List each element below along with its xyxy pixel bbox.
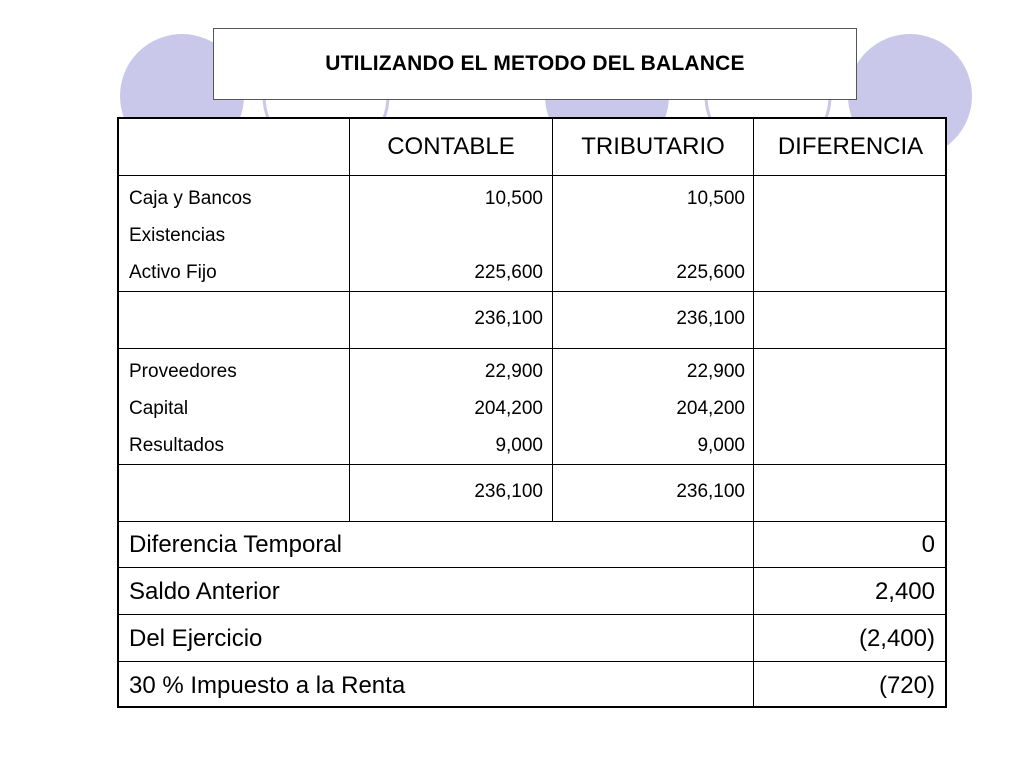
header-cell-empty bbox=[119, 119, 349, 175]
asset-contable-value bbox=[350, 217, 543, 254]
liability-tributario-value: 22,900 bbox=[686, 361, 745, 382]
header-contable: CONTABLE bbox=[387, 133, 515, 160]
asset-contable-value: 225,600 bbox=[474, 262, 543, 283]
row-divider-liabilities bbox=[119, 464, 945, 465]
page-title: UTILIZANDO EL METODO DEL BALANCE bbox=[325, 52, 745, 75]
asset-label: Activo Fijo bbox=[129, 262, 217, 283]
asset-tributario-value bbox=[553, 217, 745, 254]
assets-tributario bbox=[553, 180, 745, 291]
liabilities-diferencia bbox=[754, 353, 938, 464]
asset-tributario-value: 10,500 bbox=[686, 188, 745, 209]
liabilities-total-contable: 236,100 bbox=[474, 481, 543, 502]
summary-label-saldo-anterior: Saldo Anterior bbox=[129, 578, 280, 605]
asset-diferencia-value bbox=[754, 254, 938, 291]
summary-value-impuesto-renta: (720) bbox=[878, 672, 935, 699]
assets-diferencia bbox=[754, 180, 938, 291]
liability-tributario-value: 204,200 bbox=[676, 398, 745, 419]
row-divider-assets bbox=[119, 291, 945, 292]
liabilities-total-tributario: 236,100 bbox=[676, 481, 745, 502]
liabilities-tributario bbox=[553, 353, 745, 464]
liability-contable-value: 204,200 bbox=[474, 398, 543, 419]
balance-table bbox=[117, 117, 947, 708]
header-diferencia: DIFERENCIA bbox=[777, 133, 924, 160]
liability-diferencia-value bbox=[754, 427, 938, 464]
summary-value-saldo-anterior: 2,400 bbox=[874, 578, 935, 605]
liability-label: Capital bbox=[129, 398, 189, 419]
summary-value-del-ejercicio: (2,400) bbox=[858, 625, 935, 652]
liability-contable-value: 22,900 bbox=[484, 361, 543, 382]
liability-diferencia-value bbox=[754, 390, 938, 427]
asset-contable-value: 10,500 bbox=[484, 188, 543, 209]
asset-label: Caja y Bancos bbox=[129, 188, 252, 209]
summary-label-del-ejercicio: Del Ejercicio bbox=[129, 625, 263, 652]
liability-label: Resultados bbox=[129, 435, 225, 456]
assets-total-contable: 236,100 bbox=[474, 308, 543, 329]
summary-label-diferencia-temporal: Diferencia Temporal bbox=[129, 531, 342, 558]
assets-contable bbox=[350, 180, 543, 291]
row-divider-summary-3 bbox=[119, 661, 945, 662]
title-box bbox=[213, 28, 857, 100]
asset-label: Existencias bbox=[129, 225, 226, 246]
row-divider-header bbox=[119, 175, 945, 176]
summary-value-diferencia-temporal: 0 bbox=[921, 531, 935, 558]
row-divider-summary-2 bbox=[119, 614, 945, 615]
row-divider-assets-total bbox=[119, 348, 945, 349]
assets-total-tributario: 236,100 bbox=[676, 308, 745, 329]
liabilities-contable bbox=[350, 353, 543, 464]
liability-tributario-value: 9,000 bbox=[697, 435, 745, 456]
liability-diferencia-value bbox=[754, 353, 938, 390]
summary-label-impuesto-renta: 30 % Impuesto a la Renta bbox=[129, 672, 406, 699]
liability-contable-value: 9,000 bbox=[495, 435, 543, 456]
liability-label: Proveedores bbox=[129, 361, 237, 382]
liabilities-labels bbox=[129, 353, 237, 464]
asset-diferencia-value bbox=[754, 180, 938, 217]
asset-diferencia-value bbox=[754, 217, 938, 254]
row-divider-summary-1 bbox=[119, 567, 945, 568]
assets-labels bbox=[129, 180, 252, 291]
header-tributario: TRIBUTARIO bbox=[581, 133, 725, 160]
row-divider-liabilities-total bbox=[119, 521, 945, 522]
asset-tributario-value: 225,600 bbox=[676, 262, 745, 283]
